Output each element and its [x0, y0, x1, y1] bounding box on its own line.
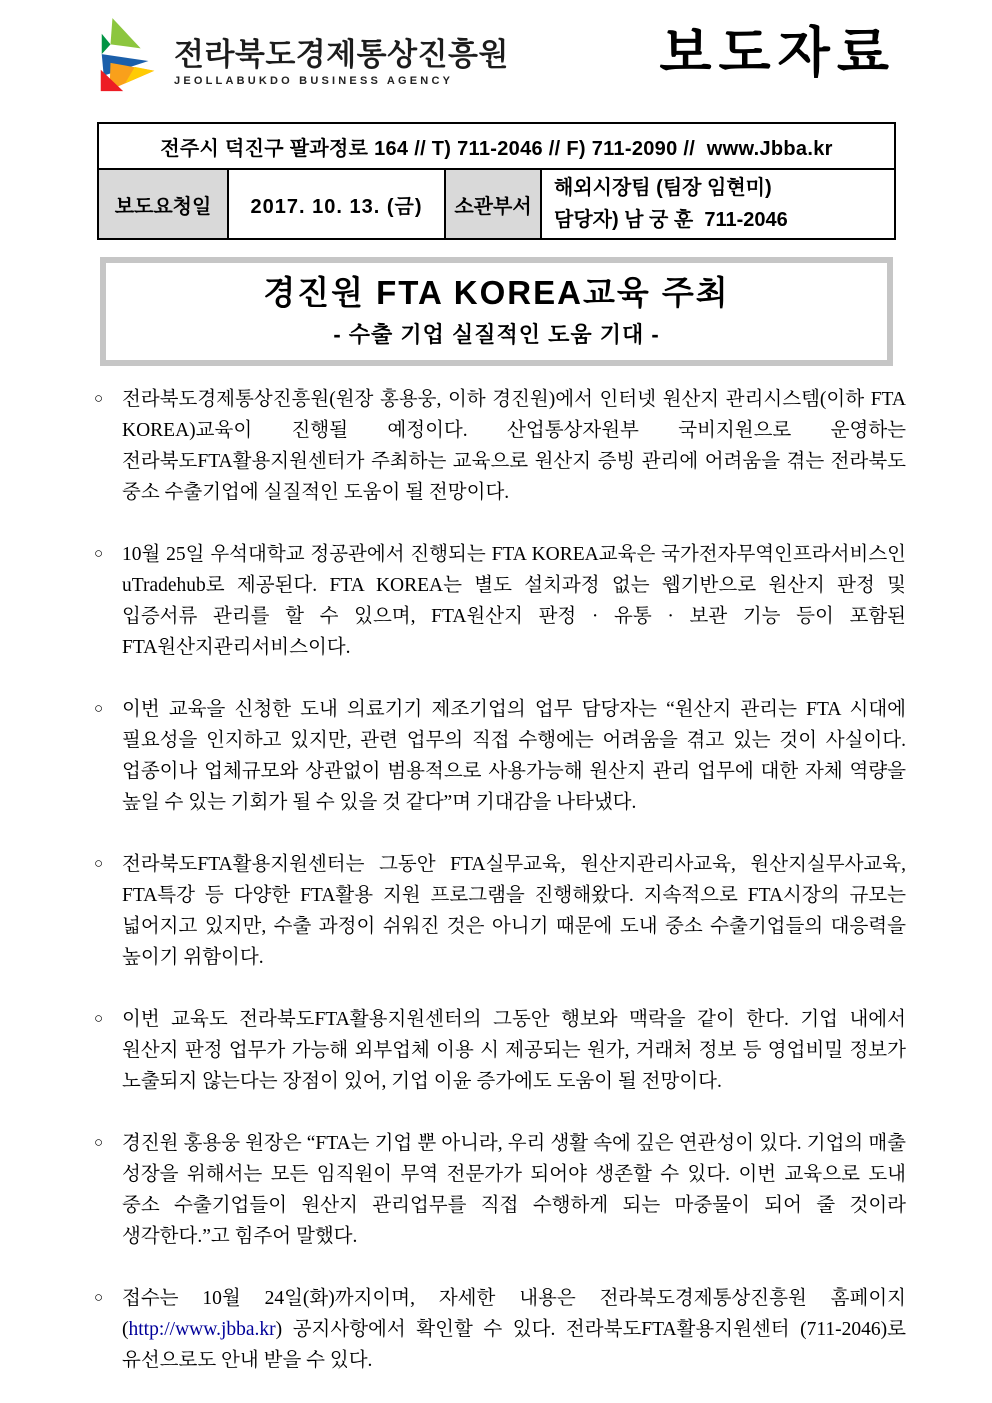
paragraph: [94, 1128, 906, 1252]
press-release-label: 보도자료: [659, 23, 896, 83]
paragraph: [94, 384, 906, 508]
paragraph: [94, 1004, 906, 1097]
org-name-english: JEOLLABUKDO BUSINESS AGENCY: [174, 75, 454, 88]
request-date-label-cell: 보도요청일: [98, 169, 228, 239]
paragraph-text: 전라북도FTA활용지원센터는 그동안 FTA실무교육, 원산지관리사교육, 원산지실무사교육, FTA특강 등 다양한 FTA활용 지원 프로그램을 진행해왔다. 지속적으로 FTA시장의 규모는 넓어지고 있지만, 수출 과정이 쉬워진 것은 아니기 때문에 도내 중소 수출기업들의 대응력을 높이기 위함이다.: [122, 854, 906, 969]
release-subtitle: - 수출 기업 실질적인 도움 기대 -: [333, 322, 660, 348]
paragraph: [94, 539, 906, 663]
paragraph: [94, 1283, 906, 1376]
header: [92, 14, 896, 114]
circle-bullet-icon: ○: [94, 1290, 104, 1307]
paragraph-text: 이번 교육을 신청한 도내 의료기기 제조기업의 업무 담당자는 “원산지 관리는 FTA 시대에 필요성을 인지하고 있지만, 관련 업무의 직접 수행에는 어려움을 겪고 있는 것이 사실이다. 업종이나 업체규모와 상관없이 범용적으로 사용가능해 원산지 관리 업무에 대한 자체 역량을 높일 수 있는 기회가 될 수 있을 것 같다”며 기대감을 나타냈다.: [122, 699, 906, 814]
paragraph-text: 전라북도경제통상진흥원(원장 홍용웅, 이하 경진원)에서 인터넷 원산지 관리시스템(이하 FTA KOREA)교육이 진행될 예정이다. 산업통상자원부 국비지원으로 운영하는 전라북도FTA활용지원센터가 주최하는 교육으로 원산지 증빙 관리에 어려움을 겪는 전라북도 중소 수출기업에 실질적인 도움이 될 전망이다.: [122, 389, 906, 504]
department-contact-line: 담당자) 남 궁 훈 711-2046: [554, 209, 788, 231]
body-paragraphs: [94, 384, 906, 1376]
department-label-cell: 소관부서: [445, 169, 541, 239]
circle-bullet-icon: ○: [94, 856, 104, 873]
title-box: [100, 257, 893, 366]
circle-bullet-icon: ○: [94, 391, 104, 408]
paragraph-text: 이번 교육도 전라북도FTA활용지원센터의 그동안 행보와 맥락을 같이 한다. 기업 내에서 원산지 판정 업무가 가능해 외부업체 이용 시 제공되는 원가, 거래처 정보 등 영업비밀 정보가 노출되지 않는다는 장점이 있어, 기업 이윤 증가에도 도움이 될 전망이다.: [122, 1009, 906, 1093]
org-name-block: [174, 38, 509, 87]
circle-bullet-icon: ○: [94, 701, 104, 718]
paragraph-text: 10월 25일 우석대학교 정공관에서 진행되는 FTA KOREA교육은 국가전자무역인프라서비스인 uTradehub로 제공된다. FTA KOREA는 별도 설치과정 없는 웹기반으로 원산지 판정 및 입증서류 관리를 할 수 있으며, FTA원산지 판정 · 유통 · 보관 기능 등이 포함된 FTA원산지관리서비스이다.: [122, 544, 906, 659]
department-team-line: 해외시장팀 (팀장 임현미): [554, 176, 772, 199]
request-date-value-cell: 2017. 10. 13. (금): [228, 169, 445, 239]
jbba-homepage-link[interactable]: http://www.jbba.kr: [128, 1319, 276, 1341]
agency-logo-icon: [92, 14, 166, 106]
paragraph: [94, 694, 906, 818]
paragraph-text: 접수는 10월 24일(화)까지이며, 자세한 내용은 전라북도경제통상진흥원 홈페이지 (http://www.jbba.kr) 공지사항에서 확인할 수 있다. 전라북도FTA활용지원센터 (711-2046)로 유선으로도 안내 받을 수 있다.: [122, 1288, 906, 1372]
contact-bar: 전주시 덕진구 팔과정로 164 // T) 711-2046 // F) 711-2090 // www.Jbba.kr: [98, 123, 895, 169]
info-table: [97, 122, 896, 240]
circle-bullet-icon: ○: [94, 1135, 104, 1152]
org-logo: [92, 14, 509, 106]
department-value-cell: [541, 169, 895, 239]
paragraph: [94, 849, 906, 973]
release-title: 경진원 FTA KOREA교육 주최: [263, 274, 730, 311]
org-name-korean: 전라북도경제통상진흥원: [174, 37, 509, 72]
circle-bullet-icon: ○: [94, 546, 104, 563]
paragraph-text: 경진원 홍용웅 원장은 “FTA는 기업 뿐 아니라, 우리 생활 속에 깊은 연관성이 있다. 기업의 매출 성장을 위해서는 모든 임직원이 무역 전문가가 되어야 생존할 수 있다. 이번 교육으로 도내 중소 수출기업들이 원산지 관리업무를 직접 수행하게 되는 마중물이 되어 줄 것이라 생각한다.”고 힘주어 말했다.: [122, 1133, 906, 1248]
circle-bullet-icon: ○: [94, 1011, 104, 1028]
